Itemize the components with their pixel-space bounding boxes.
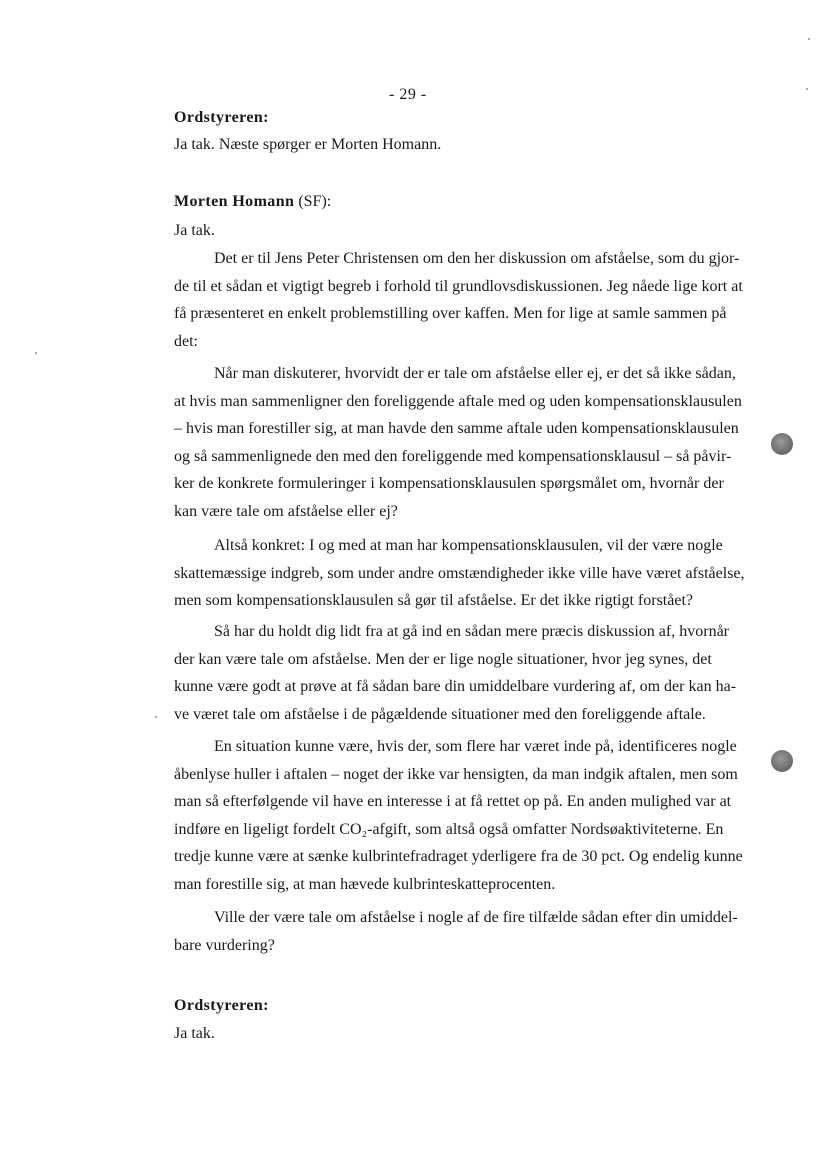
paragraph — [174, 733, 774, 898]
paragraph-line: Så har du holdt dig lidt fra at gå ind en sådan mere præcis diskussion af, hvornår — [214, 623, 729, 640]
page-number: - 29 - — [389, 86, 427, 103]
paragraph-line: indføre en ligeligt fordelt CO₂-afgift, som altså også omfatter Nordsøaktiviteterne. En — [174, 820, 724, 838]
paragraph-line: Ville der være tale om afståelse i nogle af de fire tilfælde sådan efter din umiddel- — [214, 909, 738, 926]
punch-hole — [771, 750, 793, 772]
paragraph-line: det: — [174, 332, 198, 350]
paragraph-line: – hvis man forestiller sig, at man havde den samme aftale uden kompensationsklausulen — [174, 420, 739, 437]
paragraph — [174, 245, 774, 355]
speaker-label: Ordstyreren: — [174, 997, 269, 1014]
paragraph-line: bare vurdering? — [174, 936, 275, 954]
paragraph-line: at hvis man sammenligner den foreliggende aftale med og uden kompensationsklausulen — [174, 392, 742, 410]
paragraph — [174, 904, 774, 959]
paragraph — [174, 532, 774, 615]
speaker-reply: Ja tak. — [174, 222, 215, 239]
paragraph-line: man forestille sig, at man hævede kulbrinteskatteprocenten. — [174, 875, 556, 893]
paragraph-line: der kan være tale om afståelse. Men der er lige nogle situationer, hvor jeg synes, det — [174, 650, 712, 668]
speaker-label: Ordstyreren: — [174, 109, 269, 126]
scan-speck — [808, 38, 810, 40]
speaker-reply: Ja tak. Næste spørger er Morten Homann. — [174, 136, 442, 153]
paragraph-line: tredje kunne være at sænke kulbrintefradraget yderligere fra de 30 pct. Og endelig kunne — [174, 848, 743, 865]
paragraph-line: få præsenteret en enkelt problemstilling over kaffen. Men for lige at samle sammen på — [174, 305, 727, 322]
scan-speck — [155, 716, 157, 718]
paragraph-line: En situation kunne være, hvis der, som flere har været inde på, identificeres nogle — [214, 738, 737, 755]
paragraph-line: åbenlyse huller i aftalen – noget der ikke var hensigten, da man indgik aftalen, men som — [174, 765, 738, 783]
scan-speck — [806, 88, 808, 90]
paragraph-line: skattemæssige indgreb, som under andre omstændigheder ikke ville have været afståelse, — [174, 564, 745, 582]
speaker-party: (SF): — [294, 193, 332, 210]
paragraph-line: de til et sådan et vigtigt begreb i forhold til grundlovsdiskussionen. Jeg nåede lige kort at — [174, 277, 743, 295]
paragraph-line: kunne være godt at prøve at få sådan bare din umiddelbare vurdering af, om der kan ha- — [174, 678, 737, 695]
paragraph-line: ker de konkrete formuleringer i kompensationsklausulen spørgsmålet om, hvornår der — [174, 475, 724, 492]
speaker-name: Morten Homann — [174, 193, 295, 210]
paragraph — [174, 360, 774, 525]
speaker-reply: Ja tak. — [174, 1025, 215, 1042]
paragraph-line: kan være tale om afståelse eller ej? — [174, 502, 398, 520]
paragraph-line: Altså konkret: I og med at man har kompensationsklausulen, vil der være nogle — [214, 537, 723, 554]
paragraph-line: man så efterfølgende vil have en interesse i at få rettet op på. En anden mulighed var at — [174, 793, 732, 810]
paragraph-line: og så sammenlignede den med den foreliggende med kompensationsklausul – så påvir- — [174, 447, 732, 465]
scan-speck — [35, 352, 37, 354]
paragraph-line: Når man diskuterer, hvorvidt der er tale om afståelse eller ej, er det så ikke sådan, — [214, 365, 736, 382]
paragraph-line: Det er til Jens Peter Christensen om den her diskussion om afståelse, som du gjor- — [214, 250, 740, 267]
paragraph-line: men som kompensationsklausulen så gør til afståelse. Er det ikke rigtigt forstået? — [174, 592, 693, 609]
speaker-heading — [174, 188, 774, 216]
paragraph — [174, 618, 774, 728]
punch-hole — [771, 433, 793, 455]
paragraph-line: ve været tale om afståelse i de pågældende situationer med den foreliggende aftale. — [174, 705, 706, 723]
